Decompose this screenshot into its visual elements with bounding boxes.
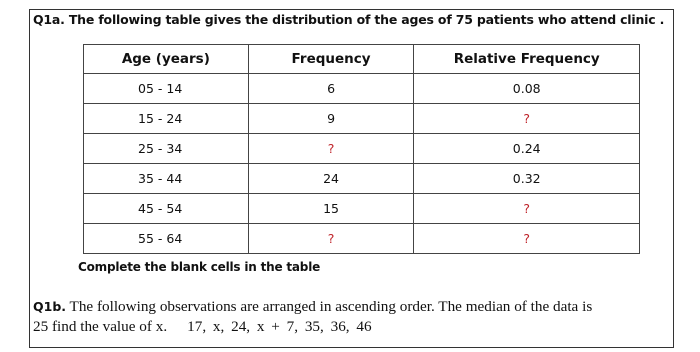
relative-frequency-cell: 0.08 xyxy=(414,74,640,104)
age-cell: 55 - 64 xyxy=(84,224,249,254)
instruction-note: Complete the blank cells in the table xyxy=(78,260,321,274)
relative-frequency-cell: ? xyxy=(414,194,640,224)
frequency-cell: 9 xyxy=(248,104,414,134)
frequency-cell: 15 xyxy=(248,194,414,224)
table-row xyxy=(84,164,640,194)
relative-frequency-cell: ? xyxy=(414,104,640,134)
question-1b-line1: The following observations are arranged in ascending order. The median of the data is xyxy=(66,298,593,315)
age-cell: 45 - 54 xyxy=(84,194,249,224)
age-cell: 35 - 44 xyxy=(84,164,249,194)
frequency-cell: 24 xyxy=(248,164,414,194)
table-header-row xyxy=(84,45,640,74)
frequency-table xyxy=(83,44,640,254)
header-relative-frequency: Relative Frequency xyxy=(414,45,640,74)
question-1b-label: Q1b. xyxy=(33,299,67,314)
question-1b xyxy=(33,297,668,337)
table-row xyxy=(84,194,640,224)
age-cell: 25 - 34 xyxy=(84,134,249,164)
observation-sequence: 17, x, 24, x + 7, 35, 36, 46 xyxy=(187,318,372,335)
table-body xyxy=(84,74,640,254)
age-cell: 05 - 14 xyxy=(84,74,249,104)
table-row xyxy=(84,224,640,254)
age-cell: 15 - 24 xyxy=(84,104,249,134)
relative-frequency-cell: 0.32 xyxy=(414,164,640,194)
relative-frequency-cell: 0.24 xyxy=(414,134,640,164)
header-age: Age (years) xyxy=(84,45,249,74)
question-1a-title: Q1a. The following table gives the distribution of the ages of 75 patients who attend clinic . xyxy=(33,12,665,27)
table-row xyxy=(84,104,640,134)
table-row xyxy=(84,134,640,164)
frequency-cell: ? xyxy=(248,134,414,164)
relative-frequency-cell: ? xyxy=(414,224,640,254)
table-row xyxy=(84,74,640,104)
header-frequency: Frequency xyxy=(248,45,414,74)
frequency-cell: 6 xyxy=(248,74,414,104)
question-1b-line2: 25 find the value of x. xyxy=(33,318,168,335)
frequency-cell: ? xyxy=(248,224,414,254)
